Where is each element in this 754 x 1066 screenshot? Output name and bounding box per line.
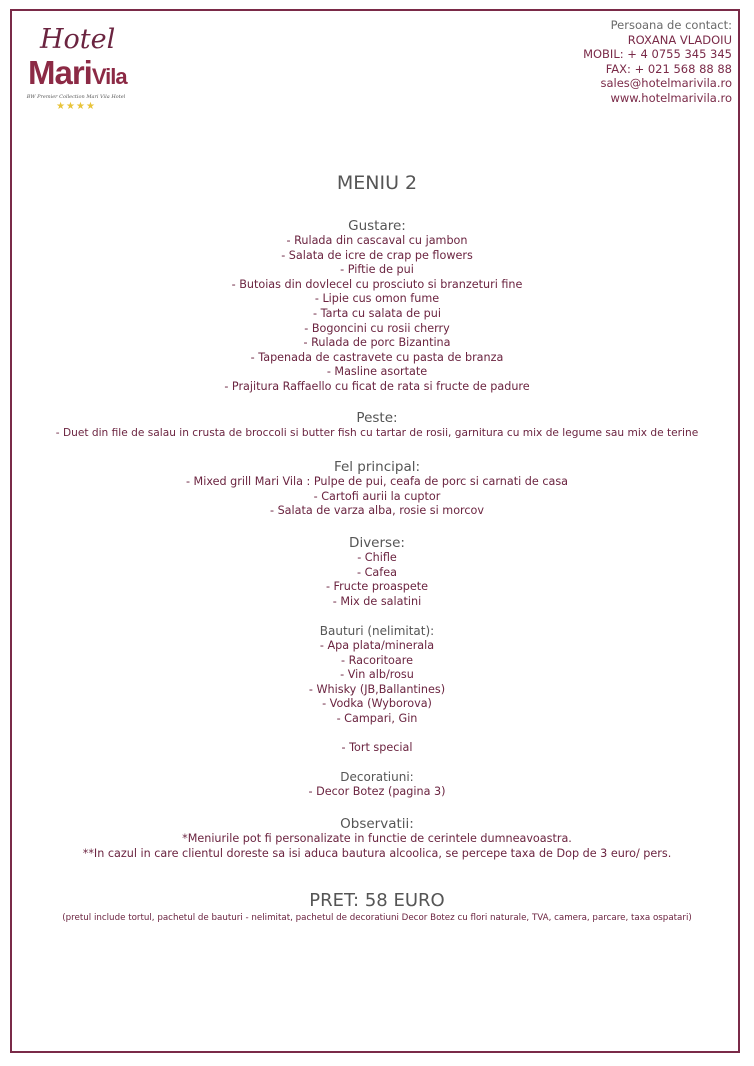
section-heading: Decoratiuni:: [340, 770, 414, 784]
section-heading: Bauturi (nelimitat):: [319, 624, 435, 638]
observation-item: *Meniurile pot fi personalizate in functie de cerintele dumneavoastra.: [182, 832, 572, 845]
menu-item: - Salata de varza alba, rosie si morcov: [269, 504, 485, 518]
price-note: (pretul include tortul, pachetul de bauturi - nelimitat, pachetul de decoratiuni Decor Botez cu flori naturale, TVA, camera, parcare, taxa ospatari): [62, 913, 692, 923]
contact-mobil: MOBIL: + 4 0755 345 345: [583, 47, 732, 62]
contact-fax: FAX: + 021 568 88 88: [605, 61, 732, 76]
section-observatii: [12, 816, 742, 861]
menu-item: - Tort special: [341, 741, 413, 754]
menu-item: - Salata de icre de crap pe flowers: [281, 248, 473, 262]
section-tort: [12, 741, 742, 756]
section-gustare: [12, 218, 742, 395]
contact-web[interactable]: www.hotelmarivila.ro: [610, 90, 732, 105]
menu-item: - Chifle: [357, 551, 397, 564]
hotel-logo: [26, 24, 126, 116]
menu-item: - Masline asortate: [326, 365, 428, 379]
menu-item: - Mixed grill Mari Vila : Pulpe de pui, ceafa de porc si carnati de casa: [185, 475, 569, 488]
contact-email[interactable]: sales@hotelmarivila.ro: [600, 76, 732, 91]
menu-item: - Decor Botez (pagina 3): [308, 785, 446, 798]
contact-name: ROXANA VLADOIU: [627, 32, 732, 47]
section-heading: Fel principal:: [333, 459, 421, 475]
section-heading: Diverse:: [349, 535, 405, 551]
section-heading: Peste:: [356, 410, 398, 426]
menu-item: - Cafea: [357, 565, 397, 579]
menu-item: - Rulada de porc Bizantina: [303, 336, 451, 350]
menu-item: - Apa plata/minerala: [319, 639, 435, 652]
menu-item: - Rulada din cascaval cu jambon: [286, 234, 468, 247]
menu-item: - Tarta cu salata de pui: [313, 306, 441, 320]
rating-stars: ★★★★: [56, 101, 96, 112]
menu-item: - Mix de salatini: [332, 594, 422, 608]
logo-hotel-text: Hotel: [40, 24, 116, 55]
price-label: PRET: 58 EURO: [309, 890, 445, 911]
menu-item: - Vodka (Wyborova): [322, 697, 432, 711]
menu-item: - Vin alb/rosu: [340, 668, 414, 682]
menu-item: - Whisky (JB,Ballantines): [308, 682, 446, 696]
section-heading: Observatii:: [340, 816, 414, 832]
menu-item: - Cartofi aurii la cuptor: [313, 489, 441, 503]
section-decoratiuni: [12, 770, 742, 800]
menu-item: - Tapenada de castravete cu pasta de branza: [250, 350, 504, 364]
menu-title: MENIU 2: [336, 172, 418, 194]
menu-item: - Campari, Gin: [336, 711, 418, 725]
menu-item: - Lipie cus omon fume: [314, 292, 440, 306]
section-diverse: [12, 535, 742, 609]
logo-brand: [28, 54, 127, 92]
menu-item: - Bogoncini cu rosii cherry: [304, 321, 450, 335]
logo-brand-mari: Mari: [28, 54, 92, 91]
menu-item: - Racoritoare: [340, 653, 413, 667]
observation-item: **In cazul in care clientul doreste sa isi aduca bautura alcoolica, se percepe taxa de Dop de 3 euro/ pers.: [82, 846, 672, 860]
menu-item: - Duet din file de salau in crusta de broccoli si butter fish cu tartar de rosii, garnitura cu mix de legume sau mix de terine: [55, 427, 699, 439]
menu-item: - Butoias din dovlecel cu prosciuto si branzeturi fine: [231, 277, 523, 291]
section-heading: Gustare:: [348, 218, 406, 234]
logo-tagline: BW Premier Collection Mari Vila Hotel: [26, 94, 126, 100]
contact-label: Persoana de contact:: [610, 18, 732, 32]
menu-item: - Fructe proaspete: [325, 580, 429, 594]
menu-item: - Prajitura Raffaello cu ficat de rata si fructe de padure: [224, 379, 530, 393]
section-fel-principal: [12, 459, 742, 519]
menu-item: - Piftie de pui: [340, 263, 414, 277]
logo-brand-vila: Vila: [91, 64, 127, 89]
section-bauturi: [12, 624, 742, 727]
section-peste: [12, 410, 742, 441]
contact-block: [583, 18, 732, 106]
